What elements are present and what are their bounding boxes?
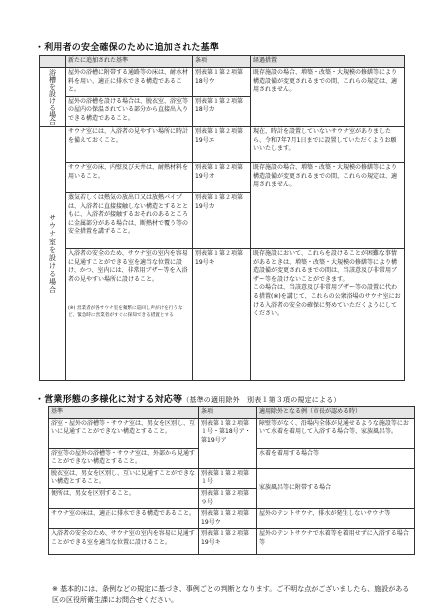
standard-cell: サウナ室には、入浴者の見やすい場所に時計を備えておくこと。	[66, 127, 193, 163]
table-row	[49, 468, 415, 488]
standard-cell: 便所は、男女を区別すること。	[49, 488, 199, 508]
clause-cell: 別表第１第２項第19号キ	[199, 529, 257, 555]
table-row	[49, 509, 415, 529]
standard-text: 入浴者の安全のため、サウナ室の室内を容易に見通すことができる室を適当な位置に設け、かつ、室内には、非常用ブザー等を入浴者の見やすい場所に設けること。	[68, 250, 188, 283]
example-cell: 屋外のテントサウナで水着等を着用せずに入浴する場合等	[257, 529, 415, 555]
clause-cell: 別表第１第２項第18号ウ	[193, 68, 251, 97]
section2-subtitle: （基準の適用除外 別表１第３項の規定による）	[182, 396, 341, 404]
group-label-text: 浴槽を設ける場合	[48, 69, 57, 125]
table-row	[40, 249, 405, 381]
transition-cell: 既存施設の場合、増築・改築・大規模の修繕等により構造設備が変更されるまでの間、これらの規定は、適用されません。	[251, 163, 405, 249]
table-row	[40, 163, 405, 193]
section1-title: ・利用者の安全確保のために追加された基準	[35, 43, 220, 53]
clause-cell: 別表第１第２項第19号カ	[193, 193, 251, 249]
footnote: ※ 基本的には、条例などの規定に基づき、事例ごとの判断となります。ご不明な点がございましたら、施設がある区の区役所衛生課にお問合せください。	[52, 585, 410, 604]
table-header-example: 適用除外となる例（市長が認める時）	[257, 407, 415, 419]
table-row	[49, 529, 415, 555]
standard-cell: サウナ室の床は、適正に排水できる構造であること。	[49, 509, 199, 529]
standard-cell: 入浴者の安全のため、サウナ室の室内を容易に見通すことができる室を適当な位置に設けること。	[49, 529, 199, 555]
group-label-sauna: サウナ室を設ける場合	[40, 127, 66, 381]
clause-cell: 別表第１第２項第19号キ	[193, 249, 251, 381]
transition-cell: 既存施設において、これらを設けることが困難な事情があるときは、増築・改築・大規模の修繕等により構造設備が変更されるまでの間は、当該意及び非常用ブザー等を設けないことができます。 この場合は、当該意及び非常用ブザー等の設置に代わる措置(※)を講じて、これらの公衆浴場のサウナ室における入浴者の安全の確保に努めていただくようにしてください。	[251, 249, 405, 381]
table-row	[40, 127, 405, 163]
exemption-table	[48, 406, 415, 555]
standard-cell: 脱衣室は、男女を区別し、互いに見通すことができない構造とすること。	[49, 468, 199, 488]
clause-cell: 別表第１第２項第19号オ	[193, 163, 251, 193]
standard-cell	[66, 249, 193, 381]
standard-cell: 蒸気若しくは熱気の放出口又は放熱パイプは、入浴者に直接接触しない構造とするとともに、入浴者が接触するおそれのあるところに金属部分がある場合は、断熱材で覆う等の安全措置を講ずること。	[66, 193, 193, 249]
transition-cell: 現在、時計を設置していないサウナ室がありましたら、令和7年7月1日までに設置していただくようお願いいたします。	[251, 127, 405, 163]
example-cell: 障壁等がなく、沿場内全体が見通せるような施設等において水着を着用して入浴する場合等、家族風呂等。	[257, 418, 415, 448]
clause-cell: 別表第１第２項第19号ウ	[199, 509, 257, 529]
standard-note: (※) 営業者が各サウナ室を頻繁に巡回し声がけを行うなど、緊急時に営業者がすぐに探知できる措置とする	[68, 306, 183, 318]
table-header-row	[49, 407, 415, 419]
clause-cell: 別表第１第２項第１号・第18号ア・第19号ア	[199, 418, 257, 468]
example-cell: 屋外のテントサウナ、排水が発生しないサウナ等	[257, 509, 415, 529]
table-header-clause: 条項	[199, 407, 257, 419]
table-header-standard: 基準	[49, 407, 199, 419]
section2-title	[35, 392, 341, 405]
standard-cell: 屋外の浴槽に附帯する通路等の床は、耐水材料を用い、適正に排水できる構造であること。	[66, 68, 193, 97]
table-header-standard: 新たに追加された基準	[66, 56, 193, 68]
safety-standards-table	[39, 55, 405, 381]
clause-cell: 別表第１第２項第19号エ	[193, 127, 251, 163]
clause-cell: 別表第１第２項第９号	[199, 488, 257, 508]
table-header-transition: 経過措置	[251, 56, 405, 68]
standard-cell: サウナ室の床、内壁及び天井は、耐熱材料を用いること。	[66, 163, 193, 193]
transition-cell: 既存施設の場合、増築・改築・大規模の修繕等により構造設備が変更されるまでの間、これらの規定は、適用されません。	[251, 68, 405, 127]
group-label-bathtub	[40, 68, 66, 127]
table-header-blank	[40, 56, 66, 68]
table-row	[49, 418, 415, 448]
table-header-row	[40, 56, 405, 68]
example-cell: 家族風呂等に附帯する場合	[257, 468, 415, 508]
standard-cell: 屋外の浴槽を設ける場合は、脱衣室、浴室等の屋内の保温されている部分から直接出入りできる構造であること。	[66, 96, 193, 126]
standard-cell: 浴室等の屋外の浴槽等・サウナ室は、外部から見通すことができない構造とすること。	[49, 448, 199, 468]
standard-cell: 浴室・屋外の浴槽等・サウナ室は、男女を区別し、互いに見通すことができない構造とすること。	[49, 418, 199, 448]
table-row	[40, 68, 405, 97]
clause-cell: 別表第１第２項第１号	[199, 468, 257, 488]
example-cell: 水着を着用する場合等	[257, 448, 415, 468]
table-header-clause: 条項	[193, 56, 251, 68]
clause-cell: 別表第１第２項第18号カ	[193, 96, 251, 126]
section2-title-text: ・営業形態の多様化に対する対応等	[35, 395, 183, 405]
